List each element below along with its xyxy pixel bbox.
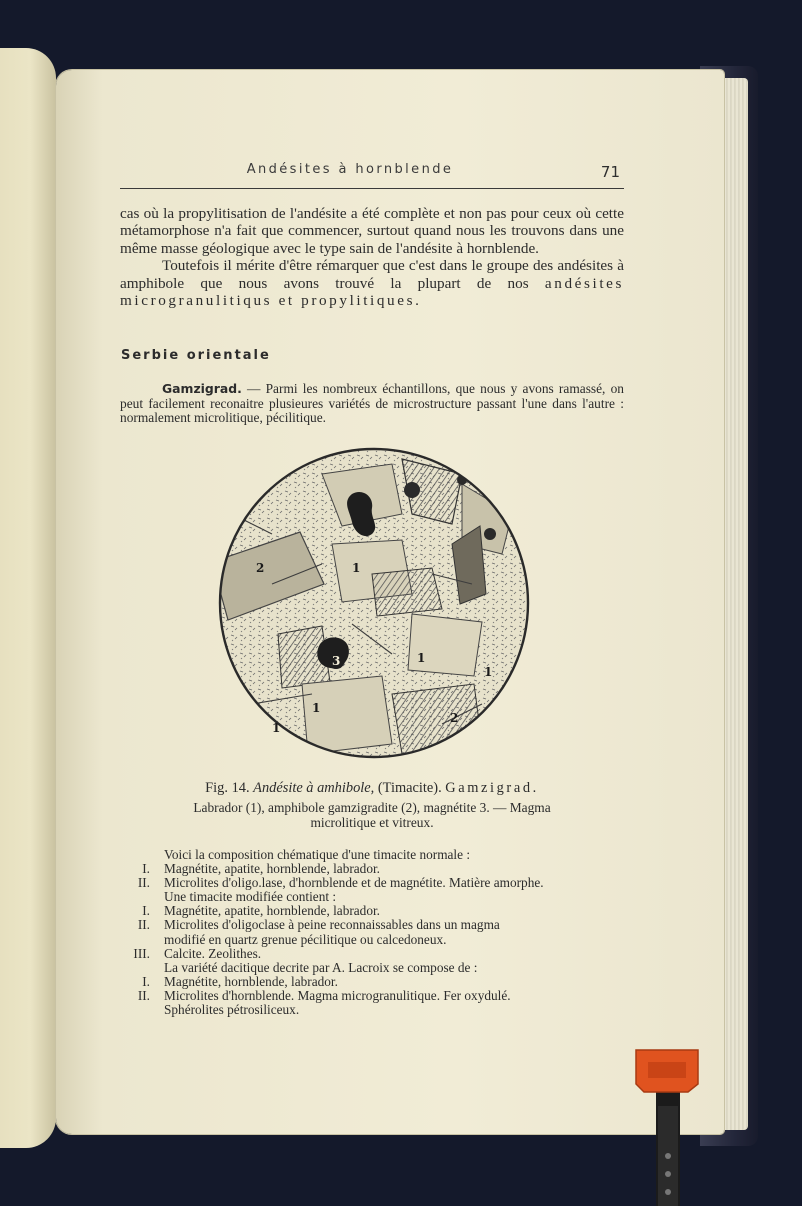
- mineral-label: 3: [332, 654, 341, 668]
- modified-intro: Une timacite modifiée contient :: [164, 889, 337, 905]
- micrograph-texture: [212, 444, 536, 762]
- intro-text: [120, 205, 624, 309]
- list-number: II.: [137, 875, 150, 891]
- intro-paragraph-2: [120, 257, 624, 309]
- composition-section: [120, 848, 624, 1017]
- caption-place: Gamzigrad.: [445, 780, 539, 796]
- list-item-continuation: Sphérolites pétrosiliceux.: [164, 1002, 300, 1018]
- list-item: Magnétite, apatite, hornblende, labrador.: [164, 861, 380, 877]
- left-page-edge: [0, 48, 56, 1148]
- list-item-continuation: modifié en quartz grenue pécilitique ou calcedoneux.: [164, 931, 447, 947]
- caption-mid: (Timacite).: [374, 780, 446, 796]
- intro-paragraph-2-text: Toutefois il mérite d'être rémarquer que c'est dans le groupe des andésites à amphibole que nous avons trouvé la plupart de nos: [120, 257, 624, 292]
- figure-caption: [120, 780, 624, 797]
- list-number: I.: [142, 973, 150, 989]
- mineral-label: 1: [484, 665, 493, 679]
- list-item: Calcite. Zeolithes.: [164, 945, 262, 961]
- caption-prefix: Fig. 14.: [205, 780, 254, 796]
- list-number: II.: [137, 917, 150, 933]
- page-clip: [634, 1046, 700, 1206]
- thin-section-figure: [212, 444, 536, 762]
- list-number: I.: [142, 861, 150, 877]
- running-head: Andésites à hornblende: [246, 162, 454, 177]
- figure-legend-line-1: Labrador (1), amphibole gamzigradite (2), magnétite 3. — Magma: [193, 800, 551, 815]
- gamzigrad-paragraph: [120, 382, 624, 426]
- page-number: 71: [600, 163, 620, 181]
- intro-paragraph-1: cas où la propylitisation de l'andésite a été complète et non pas pour ceux où cette métamorphose n'a fait que commencer, surtout quand nous les trouvons dans une même masse géologique avec le type sain de l'andésite à hornblende.: [120, 205, 624, 257]
- mineral-label: 1: [352, 561, 361, 575]
- section-title: Serbie orientale: [121, 348, 271, 363]
- list-item: Microlites d'hornblende. Magma microgranulitique. Fer oxydulé.: [164, 987, 511, 1003]
- figure-legend-line-2: microlitique et vitreux.: [310, 815, 434, 830]
- mineral-label: 1: [272, 721, 281, 735]
- mineral-label: 1: [312, 701, 321, 715]
- list-number: II.: [137, 987, 150, 1003]
- gamzigrad-text: — Parmi les nombreux échantillons, que nous y avons ramassé, on peut facilement reconaitre plusieures variétés de microstructure passant l'une dans l'autre : normalement microlitique, pécilitique.: [120, 381, 624, 426]
- caption-title: Andésite à amhibole,: [253, 780, 375, 796]
- list-number: I.: [142, 903, 150, 919]
- mineral-label: 2: [450, 711, 459, 725]
- gamzigrad-lead: Gamzigrad.: [162, 381, 242, 396]
- mineral-label: 2: [256, 561, 265, 575]
- list-item: Microlites d'oligo.lase, d'hornblende et de magnétite. Matière amorphe.: [164, 875, 544, 891]
- mineral-label: 1: [417, 651, 426, 665]
- list-number: III.: [133, 945, 150, 961]
- intro-paragraph-2-spaced: andésites microgranulitiqus et propylitiques.: [120, 274, 624, 310]
- list-item: Microlites d'oligoclase à peine reconnaissables dans un magma: [164, 917, 500, 933]
- figure-legend: [120, 800, 624, 830]
- list-item: Magnétite, hornblende, labrador.: [164, 973, 338, 989]
- composition-intro: Voici la composition chématique d'une timacite normale :: [164, 847, 471, 862]
- list-item: Magnétite, apatite, hornblende, labrador.: [164, 903, 380, 919]
- dacitic-intro: La variété dacitique decrite par A. Lacroix se compose de :: [164, 959, 478, 975]
- page-header: [120, 158, 624, 189]
